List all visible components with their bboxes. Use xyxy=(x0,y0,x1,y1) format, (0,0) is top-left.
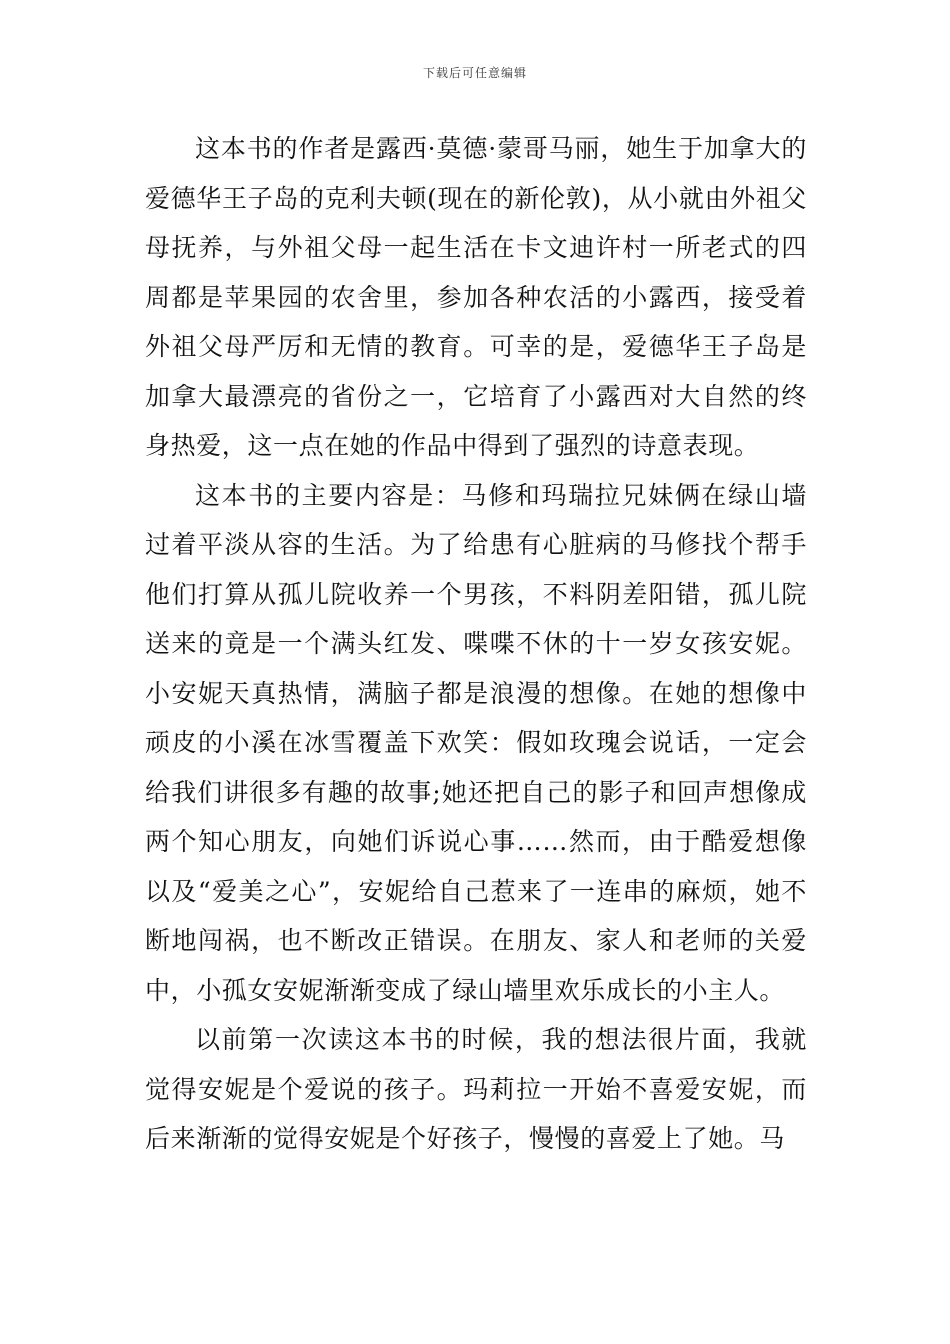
page-header: 下载后可任意编辑 xyxy=(422,66,527,80)
paragraph-summary: 这本书的主要内容是：马修和玛瑞拉兄妹俩在绿山墙过着平淡从容的生活。为了给患有心脏病的马修找个帮手他们打算从孤儿院收养一个男孩，不料阴差阳错，孤儿院送来的竟是一个满头红发、喋喋不休的十一岁女孩安妮。小安妮天真热情，满脑子都是浪漫的想像。在她的想像中顽皮的小溪在冰雪覆盖下欢笑：假如玫瑰会说话，一定会给我们讲很多有趣的故事;她还把自己的影子和回声想像成两个知心朋友，向她们诉说心事……然而，由于酷爱想像以及“爱美之心”，安妮给自己惹来了一连串的麻烦，她不断地闯祸，也不断改正错误。在朋友、家人和老师的关爱中，小孤女安妮渐渐变成了绿山墙里欢乐成长的小主人。 xyxy=(145,480,807,1005)
paragraph-author: 这本书的作者是露西·莫德·蒙哥马丽，她生于加拿大的爱德华王子岛的克利夫顿(现在的新伦敦)，从小就由外祖父母抚养，与外祖父母一起生活在卡文迪许村一所老式的四周都是苹果园的农舍里，参加各种农活的小露西，接受着外祖父母严厉和无情的教育。可幸的是，爱德华王子岛是加拿大最漂亮的省份之一，它培育了小露西对大自然的终身热爱，这一点在她的作品中得到了强烈的诗意表现。 xyxy=(145,134,807,460)
document-body xyxy=(145,124,807,1164)
paragraph-reflection: 以前第一次读这本书的时候，我的想法很片面，我就觉得安妮是个爱说的孩子。玛莉拉一开始不喜爱安妮，而后来渐渐的觉得安妮是个好孩子，慢慢的喜爱上了她。马 xyxy=(145,1025,807,1153)
